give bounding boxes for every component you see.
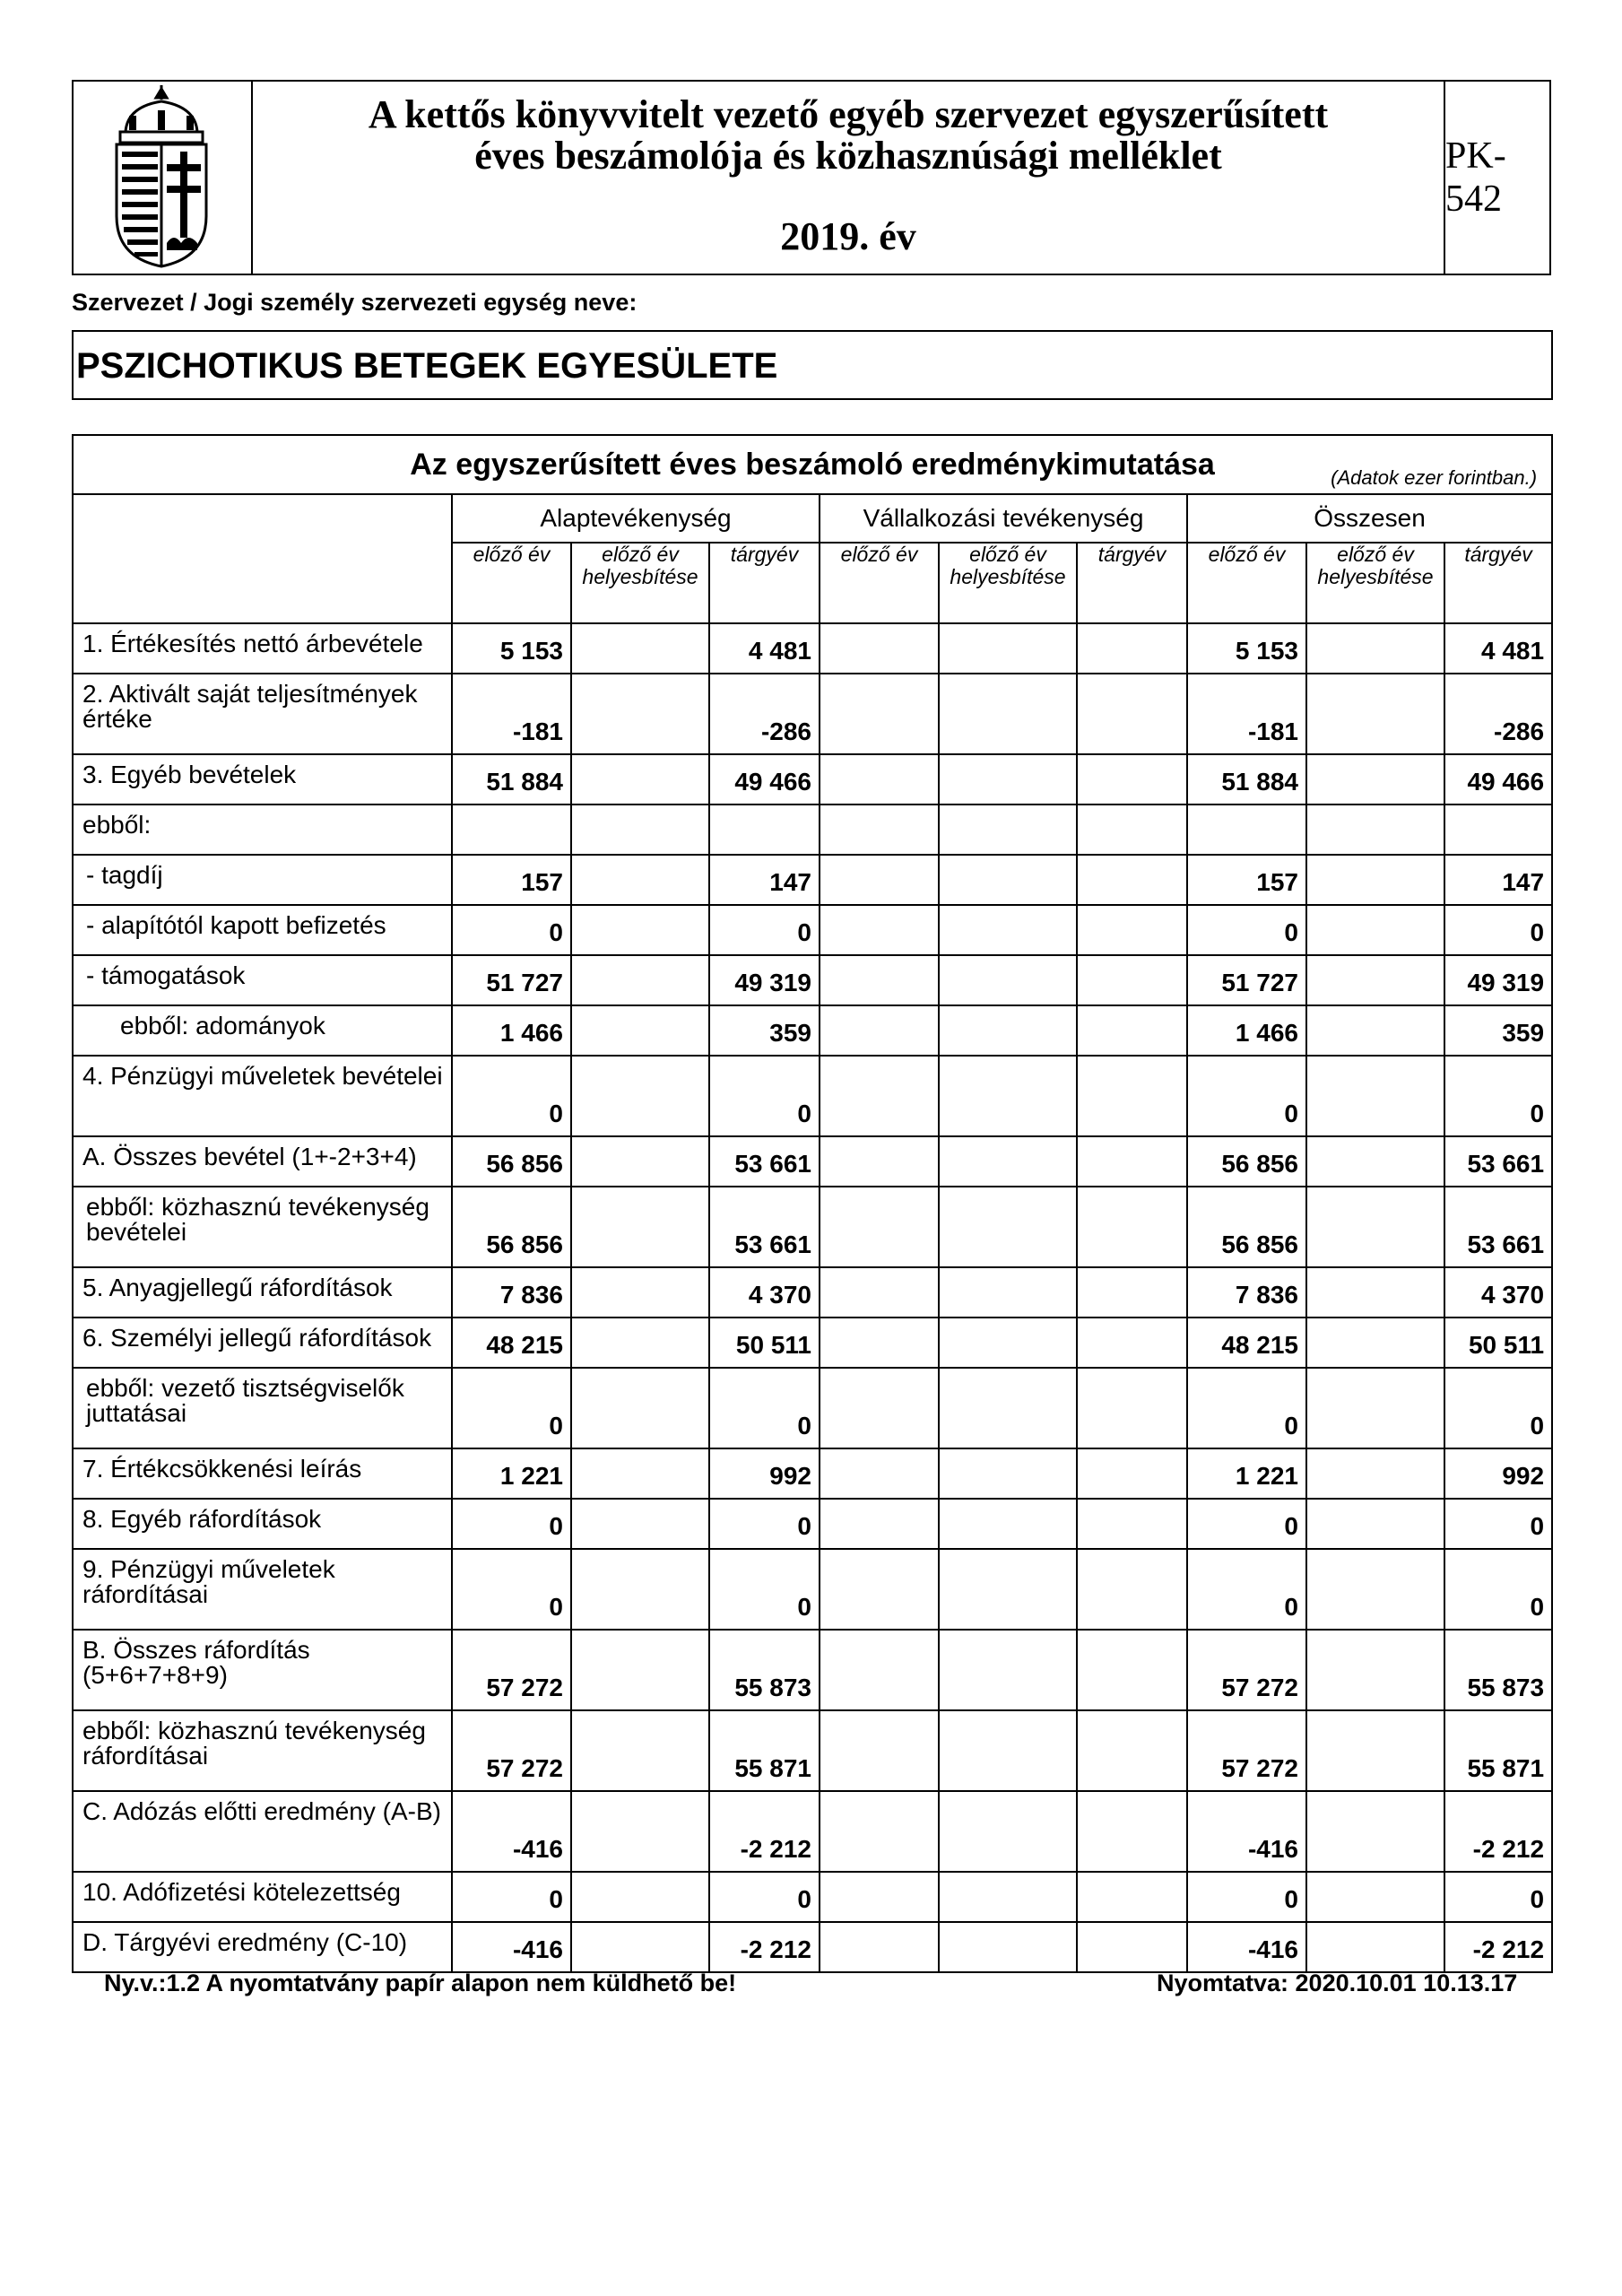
value-cell: [1306, 1710, 1444, 1791]
value-cell: 55 871: [1444, 1710, 1552, 1791]
table-row: [73, 1549, 1552, 1630]
value-cell: [939, 1922, 1077, 1972]
value-cell: [820, 855, 939, 905]
value-cell: [1077, 1710, 1187, 1791]
value-cell: [1077, 1549, 1187, 1630]
value-cell: 0: [1444, 905, 1552, 955]
form-header: [72, 80, 1551, 275]
value-cell: 0: [709, 1499, 820, 1549]
table-row: [73, 674, 1552, 754]
value-cell: [571, 623, 709, 674]
value-cell: [1306, 674, 1444, 754]
subheader-current-year: tárgyév: [1444, 543, 1552, 623]
value-cell: 0: [709, 1872, 820, 1922]
value-cell: [1077, 623, 1187, 674]
unit-note: (Adatok ezer forintban.): [1331, 466, 1538, 489]
value-cell: [1306, 1448, 1444, 1499]
value-cell: 56 856: [1187, 1136, 1306, 1187]
value-cell: [820, 1056, 939, 1136]
value-cell: 50 511: [709, 1318, 820, 1368]
table-row: [73, 905, 1552, 955]
row-label: 7. Értékcsökkenési leírás: [73, 1448, 452, 1499]
value-cell: 1 466: [1187, 1005, 1306, 1056]
value-cell: 53 661: [709, 1136, 820, 1187]
value-cell: [1077, 674, 1187, 754]
subheader-prev-year: előző év: [820, 543, 939, 623]
value-cell: [939, 1448, 1077, 1499]
value-cell: [571, 1267, 709, 1318]
value-cell: [571, 1187, 709, 1267]
table-row: [73, 1056, 1552, 1136]
value-cell: 0: [452, 905, 571, 955]
table-row: [73, 855, 1552, 905]
value-cell: [939, 1630, 1077, 1710]
value-cell: -2 212: [709, 1791, 820, 1872]
value-cell: [571, 674, 709, 754]
value-cell: [1077, 1448, 1187, 1499]
value-cell: 1 221: [452, 1448, 571, 1499]
value-cell: [1306, 1499, 1444, 1549]
value-cell: 57 272: [1187, 1710, 1306, 1791]
value-cell: [820, 1791, 939, 1872]
value-cell: [939, 1549, 1077, 1630]
value-cell: 0: [452, 1056, 571, 1136]
coat-of-arms-icon: [74, 82, 249, 274]
value-cell: -416: [1187, 1791, 1306, 1872]
value-cell: 0: [1187, 905, 1306, 955]
value-cell: 57 272: [1187, 1630, 1306, 1710]
value-cell: [820, 1499, 939, 1549]
value-cell: [939, 1872, 1077, 1922]
value-cell: 0: [1187, 1549, 1306, 1630]
row-label: 5. Anyagjellegű ráfordítások: [73, 1267, 452, 1318]
value-cell: [939, 623, 1077, 674]
value-cell: [820, 955, 939, 1005]
value-cell: 0: [1444, 1499, 1552, 1549]
table-body: [73, 623, 1552, 1972]
table-row: [73, 1267, 1552, 1318]
value-cell: 55 871: [709, 1710, 820, 1791]
value-cell: [1306, 1056, 1444, 1136]
value-cell: [1077, 1005, 1187, 1056]
subheader-prev-year: előző év: [452, 543, 571, 623]
value-cell: [1077, 754, 1187, 804]
value-cell: 0: [452, 1368, 571, 1448]
value-cell: 992: [1444, 1448, 1552, 1499]
value-cell: [939, 855, 1077, 905]
income-statement-table: [72, 434, 1553, 1973]
value-cell: [939, 1056, 1077, 1136]
table-title-row: [73, 435, 1552, 494]
form-title-box: [253, 82, 1445, 274]
value-cell: 56 856: [452, 1187, 571, 1267]
value-cell: [1077, 1630, 1187, 1710]
group-header-total: Összesen: [1187, 494, 1552, 543]
table-row: [73, 1499, 1552, 1549]
value-cell: [1077, 855, 1187, 905]
value-cell: [1306, 1005, 1444, 1056]
value-cell: 1 221: [1187, 1448, 1306, 1499]
value-cell: 7 836: [452, 1267, 571, 1318]
row-label: B. Összes ráfordítás (5+6+7+8+9): [73, 1630, 452, 1710]
value-cell: [571, 855, 709, 905]
row-label: ebből: közhasznú tevékenység ráfordításai: [73, 1710, 452, 1791]
value-cell: 56 856: [1187, 1187, 1306, 1267]
table-row: [73, 1630, 1552, 1710]
value-cell: [571, 1318, 709, 1368]
row-label: 10. Adófizetési kötelezettség: [73, 1872, 452, 1922]
value-cell: [1077, 1368, 1187, 1448]
value-cell: 0: [1444, 1872, 1552, 1922]
value-cell: [571, 1630, 709, 1710]
value-cell: 7 836: [1187, 1267, 1306, 1318]
value-cell: [820, 1549, 939, 1630]
form-year: 2019. év: [780, 214, 916, 258]
value-cell: 147: [1444, 855, 1552, 905]
row-label: 3. Egyéb bevételek: [73, 754, 452, 804]
value-cell: [939, 1499, 1077, 1549]
value-cell: [1306, 623, 1444, 674]
value-cell: [452, 804, 571, 855]
value-cell: 56 856: [452, 1136, 571, 1187]
value-cell: 992: [709, 1448, 820, 1499]
value-cell: [571, 1368, 709, 1448]
value-cell: -2 212: [1444, 1791, 1552, 1872]
row-label: 2. Aktivált saját teljesítmények értéke: [73, 674, 452, 754]
value-cell: 49 319: [709, 955, 820, 1005]
row-label-header: [73, 494, 452, 623]
value-cell: 53 661: [709, 1187, 820, 1267]
value-cell: [1077, 1187, 1187, 1267]
subheader-current-year: tárgyév: [1077, 543, 1187, 623]
footer-print-date: Nyomtatva: 2020.10.01 10.13.17: [1157, 1970, 1518, 1996]
subheader-prev-year-correction: előző év helyesbítése: [1306, 543, 1444, 623]
value-cell: [1077, 1922, 1187, 1972]
value-cell: 0: [1187, 1056, 1306, 1136]
form-code: PK-542: [1445, 135, 1506, 220]
value-cell: [1306, 1267, 1444, 1318]
row-label: - tagdíj: [73, 855, 452, 905]
subheader-prev-year-correction: előző év helyesbítése: [939, 543, 1077, 623]
value-cell: 4 481: [709, 623, 820, 674]
value-cell: [1444, 804, 1552, 855]
value-cell: -286: [1444, 674, 1552, 754]
value-cell: 49 466: [709, 754, 820, 804]
table-row: [73, 955, 1552, 1005]
row-label: 4. Pénzügyi műveletek bevételei: [73, 1056, 452, 1136]
value-cell: 5 153: [1187, 623, 1306, 674]
row-label: ebből: közhasznú tevékenység bevételei: [73, 1187, 452, 1267]
organization-name: PSZICHOTIKUS BETEGEK EGYESÜLETE: [72, 330, 1553, 400]
footer-version-note: Ny.v.:1.2 A nyomtatvány papír alapon nem küldhető be!: [104, 1970, 737, 1996]
value-cell: -2 212: [1444, 1922, 1552, 1972]
value-cell: [1077, 1791, 1187, 1872]
value-cell: 48 215: [452, 1318, 571, 1368]
value-cell: -181: [1187, 674, 1306, 754]
value-cell: [939, 1710, 1077, 1791]
value-cell: 51 884: [452, 754, 571, 804]
value-cell: -416: [452, 1922, 571, 1972]
value-cell: -416: [1187, 1922, 1306, 1972]
value-cell: [571, 955, 709, 1005]
row-label: ebből: vezető tisztségviselők juttatásai: [73, 1368, 452, 1448]
value-cell: [939, 1005, 1077, 1056]
form-title-line1: A kettős könyvvitelt vezető egyéb szervezet egyszerűsített: [368, 92, 1329, 136]
subheader-current-year: tárgyév: [709, 543, 820, 623]
value-cell: [1306, 855, 1444, 905]
row-label: - támogatások: [73, 955, 452, 1005]
value-cell: [820, 674, 939, 754]
table-row: [73, 1368, 1552, 1448]
value-cell: [1077, 1499, 1187, 1549]
value-cell: [1077, 905, 1187, 955]
value-cell: 53 661: [1444, 1187, 1552, 1267]
value-cell: [939, 1136, 1077, 1187]
value-cell: [820, 623, 939, 674]
value-cell: [571, 1872, 709, 1922]
value-cell: 0: [1444, 1368, 1552, 1448]
group-header-basic: Alaptevékenység: [452, 494, 820, 543]
value-cell: [1306, 804, 1444, 855]
value-cell: [571, 905, 709, 955]
value-cell: [820, 1448, 939, 1499]
table-row: [73, 754, 1552, 804]
value-cell: [1306, 1549, 1444, 1630]
table-row: [73, 1005, 1552, 1056]
value-cell: 0: [1187, 1368, 1306, 1448]
value-cell: 0: [1444, 1056, 1552, 1136]
value-cell: 0: [1444, 1549, 1552, 1630]
table-title: Az egyszerűsített éves beszámoló eredménykimutatása: [410, 447, 1215, 482]
table-row: [73, 1872, 1552, 1922]
value-cell: 157: [1187, 855, 1306, 905]
value-cell: 0: [709, 905, 820, 955]
group-header-business: Vállalkozási tevékenység: [820, 494, 1187, 543]
value-cell: 359: [1444, 1005, 1552, 1056]
table-row: [73, 1448, 1552, 1499]
row-label: ebből: adományok: [73, 1005, 452, 1056]
value-cell: 4 370: [1444, 1267, 1552, 1318]
value-cell: [820, 1922, 939, 1972]
value-cell: [820, 1368, 939, 1448]
value-cell: [820, 1318, 939, 1368]
value-cell: [939, 905, 1077, 955]
value-cell: [820, 1187, 939, 1267]
value-cell: 4 370: [709, 1267, 820, 1318]
value-cell: 51 884: [1187, 754, 1306, 804]
row-label: A. Összes bevétel (1+-2+3+4): [73, 1136, 452, 1187]
value-cell: 55 873: [1444, 1630, 1552, 1710]
value-cell: [571, 1791, 709, 1872]
value-cell: 0: [1187, 1872, 1306, 1922]
value-cell: [820, 1872, 939, 1922]
value-cell: [939, 955, 1077, 1005]
value-cell: [571, 1710, 709, 1791]
value-cell: 157: [452, 855, 571, 905]
table-row: [73, 1922, 1552, 1972]
value-cell: [571, 1005, 709, 1056]
value-cell: 51 727: [1187, 955, 1306, 1005]
value-cell: [820, 804, 939, 855]
subheader-prev-year: előző év: [1187, 543, 1306, 623]
row-label: 6. Személyi jellegű ráfordítások: [73, 1318, 452, 1368]
value-cell: -416: [452, 1791, 571, 1872]
value-cell: 0: [452, 1549, 571, 1630]
row-label: 9. Pénzügyi műveletek ráfordításai: [73, 1549, 452, 1630]
value-cell: [820, 1630, 939, 1710]
row-label: - alapítótól kapott befizetés: [73, 905, 452, 955]
form-title-line2: éves beszámolója és közhasznúsági melléklet: [474, 134, 1222, 178]
value-cell: -181: [452, 674, 571, 754]
value-cell: [939, 1267, 1077, 1318]
value-cell: [571, 804, 709, 855]
value-cell: [1306, 1368, 1444, 1448]
row-label: D. Tárgyévi eredmény (C-10): [73, 1922, 452, 1972]
value-cell: [571, 1549, 709, 1630]
value-cell: 48 215: [1187, 1318, 1306, 1368]
value-cell: 49 319: [1444, 955, 1552, 1005]
value-cell: 49 466: [1444, 754, 1552, 804]
value-cell: [939, 1187, 1077, 1267]
subheader-prev-year-correction: előző év helyesbítése: [571, 543, 709, 623]
value-cell: 4 481: [1444, 623, 1552, 674]
value-cell: [1306, 905, 1444, 955]
value-cell: [1306, 1630, 1444, 1710]
value-cell: [820, 1005, 939, 1056]
value-cell: [571, 1448, 709, 1499]
value-cell: 51 727: [452, 955, 571, 1005]
coat-of-arms-logo: [74, 82, 253, 274]
value-cell: [1306, 1922, 1444, 1972]
row-label: 1. Értékesítés nettó árbevétele: [73, 623, 452, 674]
value-cell: [1077, 804, 1187, 855]
value-cell: [1077, 1318, 1187, 1368]
value-cell: [939, 754, 1077, 804]
value-cell: [820, 1267, 939, 1318]
value-cell: 0: [1187, 1499, 1306, 1549]
value-cell: -2 212: [709, 1922, 820, 1972]
value-cell: [1306, 1318, 1444, 1368]
value-cell: [820, 1136, 939, 1187]
table-row: [73, 1136, 1552, 1187]
value-cell: [820, 905, 939, 955]
value-cell: 0: [452, 1872, 571, 1922]
value-cell: 359: [709, 1005, 820, 1056]
value-cell: 1 466: [452, 1005, 571, 1056]
value-cell: [1306, 1187, 1444, 1267]
value-cell: [939, 1318, 1077, 1368]
value-cell: [571, 1922, 709, 1972]
value-cell: [1306, 1872, 1444, 1922]
table-row: [73, 1710, 1552, 1791]
value-cell: 0: [709, 1368, 820, 1448]
table-row: [73, 1187, 1552, 1267]
value-cell: 55 873: [709, 1630, 820, 1710]
value-cell: [571, 754, 709, 804]
table-row: [73, 1318, 1552, 1368]
row-label: 8. Egyéb ráfordítások: [73, 1499, 452, 1549]
value-cell: -286: [709, 674, 820, 754]
value-cell: [1306, 1136, 1444, 1187]
table-row: [73, 804, 1552, 855]
value-cell: [571, 1136, 709, 1187]
table-title-cell: [73, 435, 1552, 494]
table-row: [73, 1791, 1552, 1872]
row-label: C. Adózás előtti eredmény (A-B): [73, 1791, 452, 1872]
value-cell: 147: [709, 855, 820, 905]
value-cell: 0: [709, 1549, 820, 1630]
value-cell: [1306, 754, 1444, 804]
value-cell: [1077, 1267, 1187, 1318]
table-row: [73, 623, 1552, 674]
value-cell: [1077, 1872, 1187, 1922]
group-header-row: [73, 494, 1552, 543]
value-cell: [571, 1499, 709, 1549]
value-cell: 0: [709, 1056, 820, 1136]
value-cell: [1077, 1056, 1187, 1136]
row-label: ebből:: [73, 804, 452, 855]
value-cell: 57 272: [452, 1710, 571, 1791]
organization-label: Szervezet / Jogi személy szervezeti egység neve:: [72, 289, 638, 316]
value-cell: [1306, 1791, 1444, 1872]
value-cell: [939, 674, 1077, 754]
value-cell: 50 511: [1444, 1318, 1552, 1368]
value-cell: [1077, 1136, 1187, 1187]
value-cell: [820, 1710, 939, 1791]
value-cell: 53 661: [1444, 1136, 1552, 1187]
value-cell: [1077, 955, 1187, 1005]
value-cell: [820, 754, 939, 804]
value-cell: [571, 1056, 709, 1136]
value-cell: 0: [452, 1499, 571, 1549]
value-cell: [939, 804, 1077, 855]
value-cell: [709, 804, 820, 855]
value-cell: [1306, 955, 1444, 1005]
value-cell: [939, 1791, 1077, 1872]
value-cell: [1187, 804, 1306, 855]
value-cell: 5 153: [452, 623, 571, 674]
value-cell: [939, 1368, 1077, 1448]
value-cell: 57 272: [452, 1630, 571, 1710]
